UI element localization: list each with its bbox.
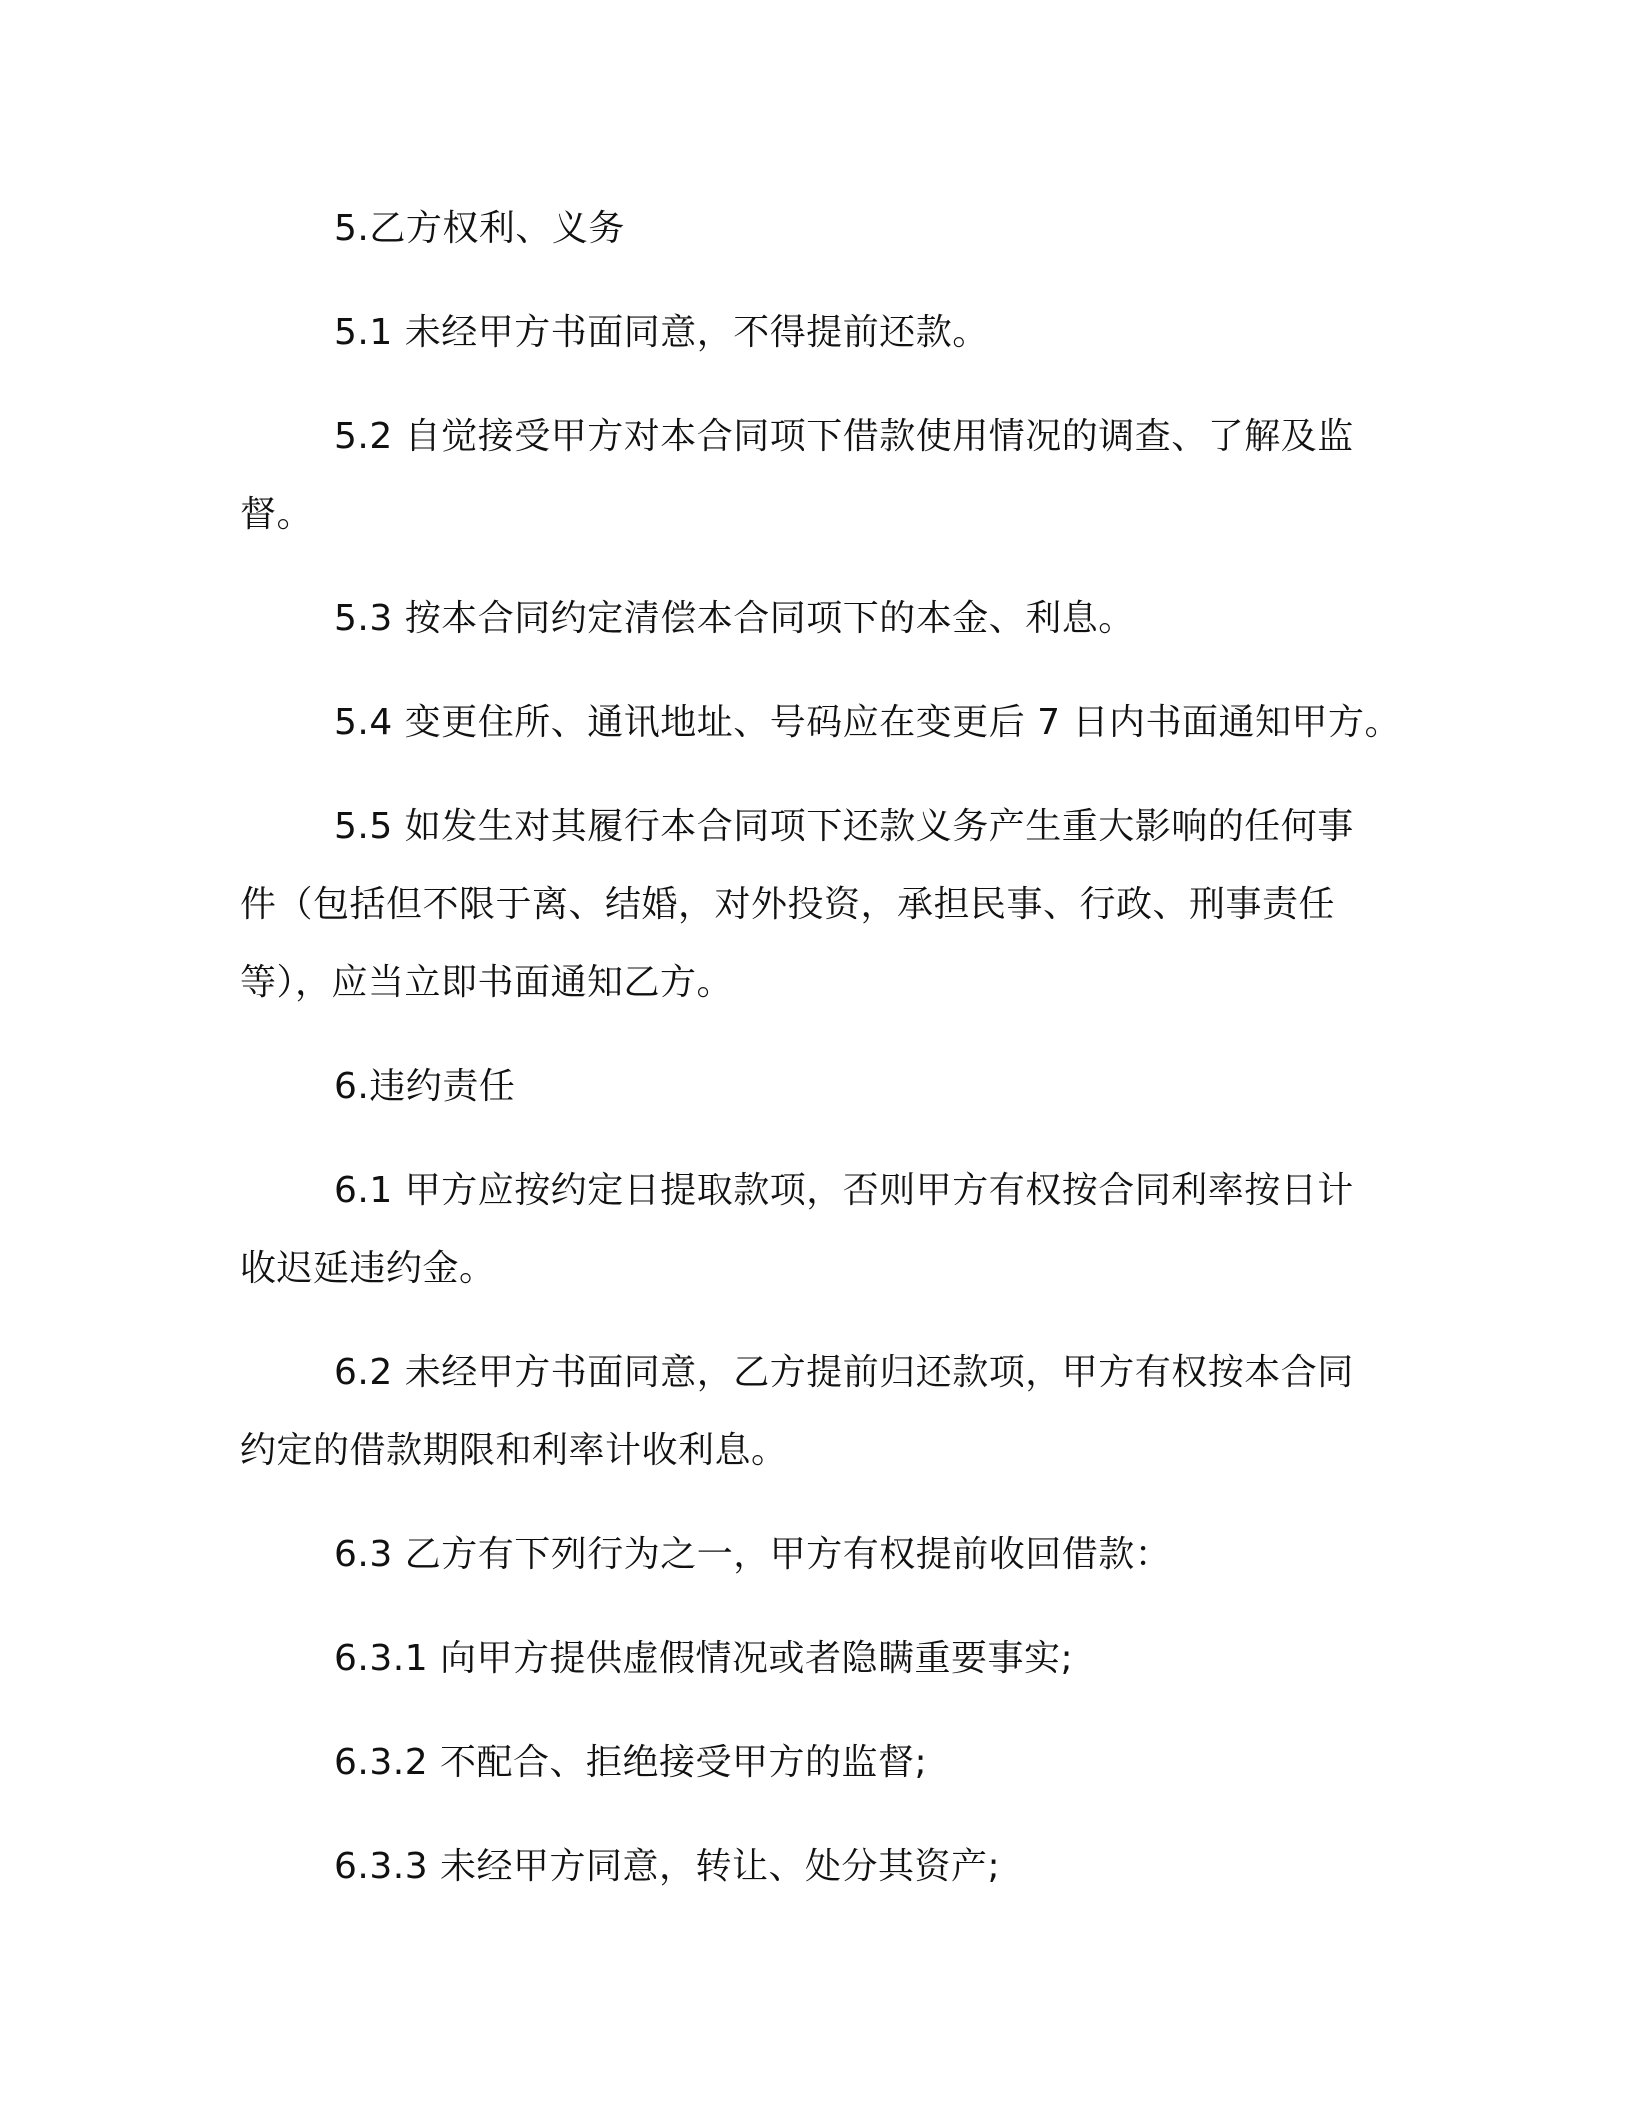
- clause-5-3: 5.3 按本合同约定清偿本合同项下的本金、利息。: [334, 598, 1135, 639]
- clause-6-1: 6.1 甲方应按约定日提取款项，否则甲方有权按合同利率按日计收迟延违约金。: [240, 1170, 1354, 1289]
- clause-6-3: 6.3 乙方有下列行为之一，甲方有权提前收回借款：: [334, 1534, 1172, 1575]
- clause-6-2: 6.2 未经甲方书面同意，乙方提前归还款项，甲方有权按本合同约定的借款期限和利率计收利息。: [240, 1352, 1354, 1471]
- clause-6-3-1: 6.3.1 向甲方提供虚假情况或者隐瞒重要事实;: [334, 1638, 1074, 1679]
- clause-6-3-3: 6.3.3 未经甲方同意，转让、处分其资产;: [334, 1846, 1001, 1887]
- clause-6-3-2: 6.3.2 不配合、拒绝接受甲方的监督;: [334, 1742, 928, 1783]
- clause-5-2: 5.2 自觉接受甲方对本合同项下借款使用情况的调查、了解及监督。: [240, 416, 1354, 535]
- clause-5-4: 5.4 变更住所、通讯地址、号码应在变更后 7 日内书面通知甲方。: [334, 702, 1401, 743]
- section-heading-6: 6.违约责任: [334, 1066, 516, 1107]
- clause-5-5: 5.5 如发生对其履行本合同项下还款义务产生重大影响的任何事件（包括但不限于离、结婚，对外投资，承担民事、行政、刑事责任等），应当立即书面通知乙方。: [240, 806, 1354, 1003]
- section-heading-5: 5.乙方权利、义务: [334, 208, 625, 249]
- document-body: [240, 190, 1401, 1906]
- clause-5-1: 5.1 未经甲方书面同意，不得提前还款。: [334, 312, 989, 353]
